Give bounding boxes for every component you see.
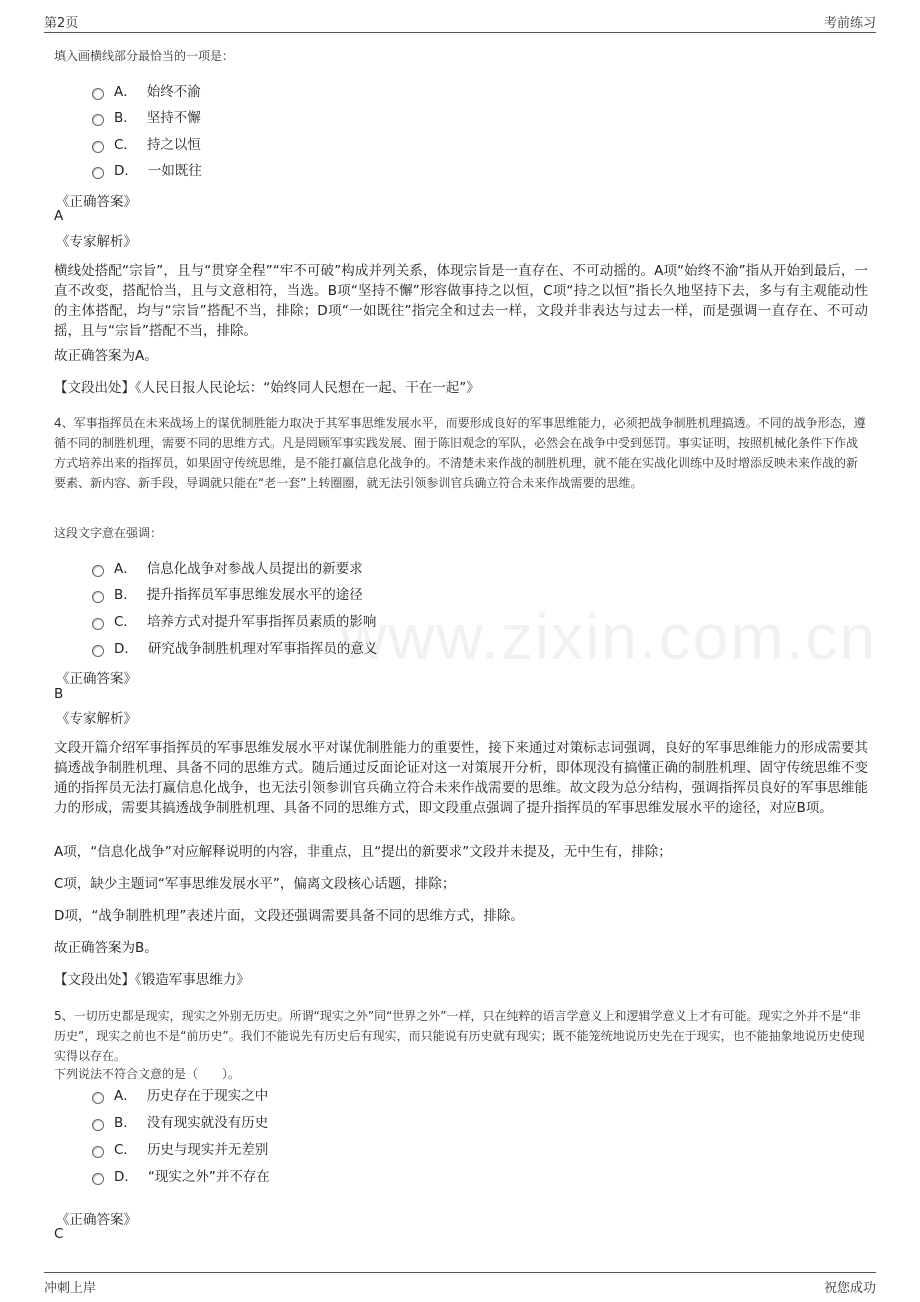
option-letter: D． (114, 641, 138, 657)
option-text: 一如既往 (147, 163, 202, 179)
radio-icon[interactable] (92, 591, 104, 603)
footer-right: 祝您成功 (823, 1281, 876, 1296)
page-header (44, 12, 876, 33)
q3-option-d[interactable] (92, 159, 202, 179)
option-text: 没有现实就没有历史 (146, 1115, 269, 1131)
q5-answer-label: 《正确答案》 (56, 1212, 137, 1228)
radio-icon[interactable] (92, 1146, 104, 1158)
option-text: 提升指挥员军事思维发展水平的途径 (146, 587, 363, 603)
q3-option-c[interactable] (92, 133, 201, 153)
page-number: 第2页 (44, 16, 79, 31)
radio-icon[interactable] (92, 141, 104, 153)
q3-answer-label: 《正确答案》 (56, 194, 137, 210)
option-letter: A． (114, 84, 137, 100)
q4-option-a[interactable] (92, 557, 363, 577)
option-text: 坚持不懈 (146, 110, 201, 126)
option-text: 研究战争制胜机理对军事指挥员的意义 (147, 641, 378, 657)
q4-analysis-a: A项，“信息化战争”对应解释说明的内容，非重点，且“提出的新要求”文段并未提及，无中生有，排除； (54, 844, 672, 860)
header-title: 考前练习 (823, 16, 876, 31)
page-footer (44, 1272, 876, 1296)
q4-analysis: 文段开篇介绍军事指挥员的军事思维发展水平对谋优制胜能力的重要性，接下来通过对策标志词强调，良好的军事思维能力的形成需要其搞透战争制胜机理、具备不同的思维方式。随后通过反面论证对这一对策展开分析，即体现没有搞懂正确的制胜机理、固守传统思维不变通的指挥员无法打赢信息化战争，也无法引领参训官兵确立符合未来作战需要的思维。故文段为总分结构，强调指挥员良好的军事思维能力的形成，需要其搞透战争制胜机理、具备不同的思维方式，即文段重点强调了提升指挥员的军事思维发展水平的途径，对应B项。 (54, 740, 868, 816)
q4-passage: 4、军事指挥员在未来战场上的谋优制胜能力取决于其军事思维发展水平，而要形成良好的军事思维能力，必须把战争制胜机理搞透。不同的战争形态，遵循不同的制胜机理，需要不同的思维方式。凡是罔顾军事实践发展、囿于陈旧观念的军队，必然会在战争中受到惩罚。事实证明，按照机械化条件下作战方式培养出来的指挥员，如果固守传统思维，是不能打赢信息化战争的。不清楚未来作战的制胜机理，就不能在实战化训练中及时增添反映未来作战的新要素、新内容、新手段，导调就只能在“老一套”上转圈圈，就无法引领参训官兵确立符合未来作战需要的思维。 (54, 416, 866, 490)
q4-answer-label: 《正确答案》 (56, 671, 137, 687)
watermark: www.zixin.com.cn (340, 601, 877, 673)
radio-icon[interactable] (92, 167, 104, 179)
footer-left: 冲刺上岸 (44, 1281, 97, 1296)
option-text: 持之以恒 (146, 137, 201, 153)
option-text: 历史存在于现实之中 (146, 1088, 269, 1104)
q3-source: 【文段出处】《人民日报人民论坛：“始终同人民想在一起、干在一起”》 (54, 380, 480, 396)
q5-option-d[interactable] (92, 1165, 270, 1185)
option-letter: B． (114, 587, 137, 603)
q5-option-a[interactable] (92, 1084, 268, 1104)
q4-prompt: 这段文字意在强调： (54, 526, 163, 540)
option-letter: D． (114, 1169, 138, 1185)
q3-answer: A (54, 208, 64, 224)
option-text: 历史与现实并无差别 (146, 1142, 269, 1158)
radio-icon[interactable] (92, 1173, 104, 1185)
q4-option-c[interactable] (92, 610, 376, 630)
radio-icon[interactable] (92, 1092, 104, 1104)
option-letter: C． (114, 614, 137, 630)
q5-passage: 5、一切历史都是现实，现实之外别无历史。所谓“现实之外”同“世界之外”一样，只在纯粹的语言学意义上和逻辑学意义上才有可能。现实之外并不是“非历史”，现实之前也不是“前历史”。我们不能说先有历史后有现实，而只能说有历史就有现实；既不能笼统地说历史先在于现实，也不能抽象地说历史使现实得以存在。 (54, 1009, 865, 1063)
q5-answer: C (54, 1226, 64, 1242)
option-letter: A． (114, 561, 137, 577)
q4-source: 【文段出处】《锻造军事思维力》 (54, 972, 250, 988)
option-text: 培养方式对提升军事指挥员素质的影响 (146, 614, 377, 630)
radio-icon[interactable] (92, 618, 104, 630)
q5-prompt: 下列说法不符合文意的是（ ）。 (54, 1067, 241, 1081)
option-letter: D． (114, 163, 138, 179)
q3-analysis-label: 《专家解析》 (56, 234, 137, 250)
q4-analysis-label: 《专家解析》 (56, 711, 137, 727)
option-letter: B． (114, 1115, 137, 1131)
q4-option-d[interactable] (92, 637, 377, 657)
radio-icon[interactable] (92, 1119, 104, 1131)
q4-option-b[interactable] (92, 583, 363, 603)
radio-icon[interactable] (92, 114, 104, 126)
q3-conclusion: 故正确答案为A。 (54, 348, 158, 364)
option-letter: B． (114, 110, 137, 126)
option-letter: C． (114, 137, 137, 153)
option-text: 信息化战争对参战人员提出的新要求 (146, 561, 363, 577)
q3-analysis: 横线处搭配“宗旨”，且与“贯穿全程”“牢不可破”构成并列关系，体现宗旨是一直存在、不可动摇的。A项“始终不渝”指从开始到最后，一直不改变，搭配恰当，且与文意相符，当选。B项“坚持不懈”形容做事持之以恒，C项“持之以恒”指长久地坚持下去，多与有主观能动性的主体搭配，均与“宗旨”搭配不当，排除；D项“一如既往”指完全和过去一样，文段并非表达与过去一样，而是强调一直存在、不可动摇，且与“宗旨”搭配不当，排除。 (54, 263, 868, 339)
option-letter: C． (114, 1142, 137, 1158)
q4-analysis-c: C项，缺少主题词“军事思维发展水平”，偏离文段核心话题，排除； (54, 876, 456, 892)
radio-icon[interactable] (92, 88, 104, 100)
q4-conclusion: 故正确答案为B。 (54, 940, 158, 956)
option-letter: A． (114, 1088, 137, 1104)
option-text: 始终不渝 (146, 84, 201, 100)
q3-prompt: 填入画横线部分最恰当的一项是： (54, 49, 235, 63)
q4-analysis-d: D项，“战争制胜机理”表述片面，文段还强调需要具备不同的思维方式，排除。 (54, 908, 524, 924)
q5-option-c[interactable] (92, 1138, 268, 1158)
radio-icon[interactable] (92, 645, 104, 657)
q3-option-a[interactable] (92, 80, 201, 100)
radio-icon[interactable] (92, 565, 104, 577)
option-text: “现实之外”并不存在 (147, 1169, 270, 1185)
q3-option-b[interactable] (92, 106, 201, 126)
q5-option-b[interactable] (92, 1111, 268, 1131)
q4-answer: B (54, 686, 64, 702)
